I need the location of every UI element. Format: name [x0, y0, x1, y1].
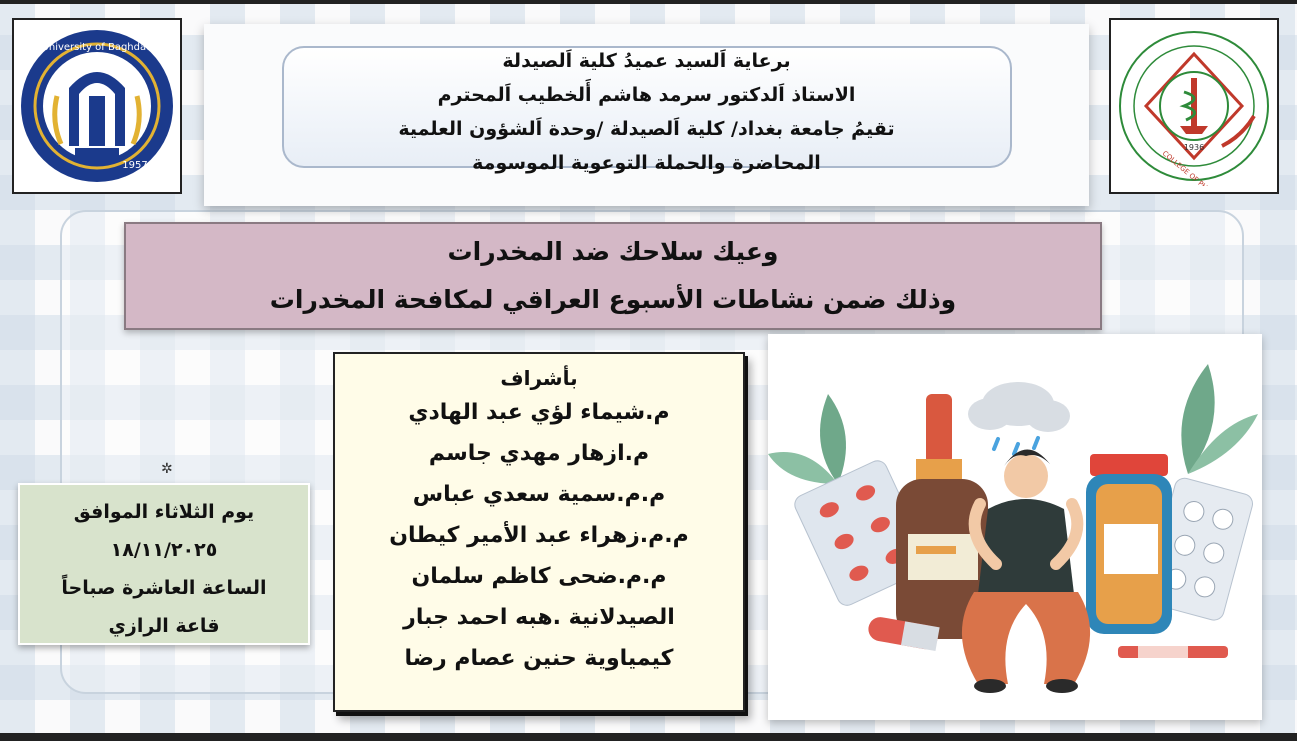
- anti-drug-illustration-icon: [768, 334, 1262, 720]
- supervisor-name: م.م.سمية سعدي عباس: [412, 482, 666, 507]
- university-of-baghdad-logo-icon: [17, 26, 177, 186]
- logo-left-text: University of Baghdad: [41, 42, 153, 53]
- campaign-subtitle: وذلك ضمن نشاطات الأسبوع العراقي لمكافحة المخدرات: [269, 285, 957, 314]
- event-hall: قاعة الرازي: [108, 615, 220, 637]
- header-line-organizer: تقيمُ جامعة بغداد/ كلية اَلصيدلة /وحدة اَلشؤون العلمية: [398, 118, 895, 140]
- campaign-title: وعيك سلاحك ضد المخدرات: [447, 237, 779, 266]
- logo-right-year: 1936: [1183, 143, 1205, 152]
- campaign-title-band: [124, 222, 1102, 330]
- supervision-card: [333, 352, 745, 712]
- supervisor-name: كيمياوية حنين عصام رضا: [404, 646, 674, 671]
- logo-left-year: 1957: [122, 160, 148, 171]
- illustration-box: [768, 334, 1262, 720]
- bottom-border: [0, 733, 1297, 741]
- supervisor-name: م.م.زهراء عبد الأمير كيطان: [389, 523, 689, 548]
- top-border: [0, 0, 1297, 4]
- header-line-dean: الاستاذ اَلدكتور سرمد هاشم أَلخطيب اَلمحترم: [437, 84, 856, 106]
- header-line-lecture: المحاضرة والحملة التوعوية الموسومة: [472, 152, 821, 174]
- header-card: [204, 24, 1089, 206]
- supervisor-list: [335, 392, 743, 679]
- college-of-pharmacy-logo-icon: [1114, 26, 1274, 186]
- header-text: [204, 44, 1089, 180]
- pin-icon: ✲: [161, 461, 173, 477]
- event-date: ١٨/١١/٢٠٢٥: [110, 539, 218, 561]
- header-line-patronage: برعاية اَلسيد عميدُ كلية اَلصيدلة: [502, 50, 791, 72]
- supervisor-name: م.م.ضحى كاظم سلمان: [411, 564, 667, 589]
- supervision-heading: بأشراف: [500, 366, 578, 390]
- event-time: الساعة العاشرة صباحاً: [61, 577, 267, 599]
- pharmacy-logo-box: [1109, 18, 1279, 194]
- university-logo-box: [12, 18, 182, 194]
- supervisor-name: الصيدلانية .هبه احمد جبار: [403, 605, 675, 630]
- event-day: يوم الثلاثاء الموافق: [73, 501, 255, 523]
- supervisor-name: م.ازهار مهدي جاسم: [428, 441, 650, 466]
- event-details-card: [18, 483, 310, 645]
- supervisor-name: م.شيماء لؤي عبد الهادي: [408, 400, 670, 425]
